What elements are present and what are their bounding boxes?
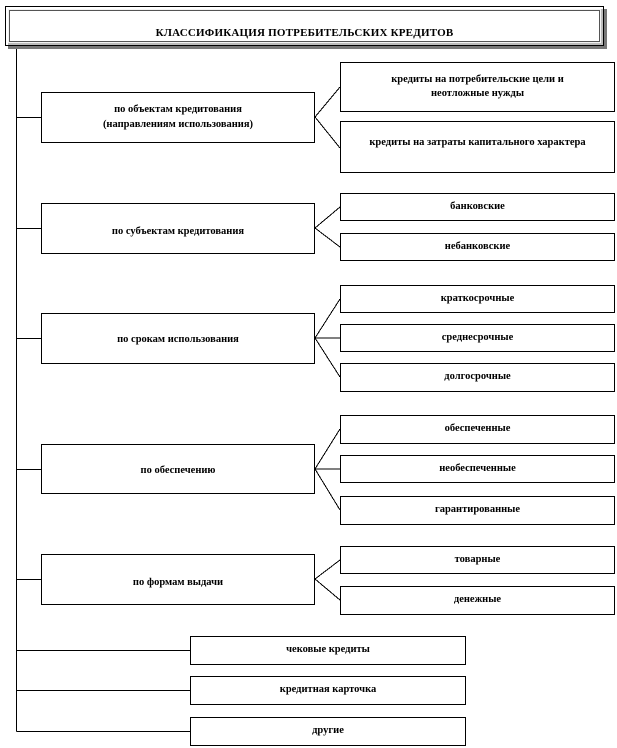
item-cash xyxy=(340,586,615,615)
item-label: кредиты на затраты капитального характера xyxy=(369,136,586,148)
item-label: банковские xyxy=(450,200,505,212)
item-label: небанковские xyxy=(444,240,511,252)
item-label: необеспеченные xyxy=(439,462,516,474)
item-unsecured xyxy=(340,455,615,483)
item-medium-term xyxy=(340,324,615,352)
item-label: обеспеченные xyxy=(444,423,511,435)
item-guaranteed xyxy=(340,496,615,525)
item-label: краткосрочные xyxy=(440,292,515,304)
fan-line xyxy=(315,469,340,510)
item-goods xyxy=(340,546,615,574)
category-label: по субъектам кредитования xyxy=(111,226,245,238)
diagram-title-inner xyxy=(9,10,600,42)
category-label: по обеспечению xyxy=(140,464,216,476)
other-credit-card xyxy=(190,676,466,705)
category-by-terms xyxy=(41,313,315,364)
fan-line xyxy=(315,299,340,338)
item-label-line: кредиты на потребительские цели и xyxy=(391,73,564,85)
category-label-line: (направлениям использования) xyxy=(102,118,254,130)
item-label: другие xyxy=(312,725,344,737)
item-short-term xyxy=(340,285,615,313)
category-label-line: по объектам кредитования xyxy=(114,104,242,116)
fan-line xyxy=(315,207,340,228)
fan-line xyxy=(315,429,340,469)
fan-line xyxy=(315,117,340,148)
other-cheque-credits xyxy=(190,636,466,665)
item-bank xyxy=(340,193,615,221)
item-label: товарные xyxy=(454,553,501,565)
item-consumer-purposes xyxy=(340,62,615,112)
category-label: по срокам использования xyxy=(117,334,239,346)
item-label: денежные xyxy=(453,594,502,606)
category-by-objects xyxy=(41,92,315,143)
category-by-form xyxy=(41,554,315,605)
item-label-line: неотложные нужды xyxy=(430,88,525,99)
item-capital-costs xyxy=(340,121,615,173)
item-label: долгосрочные xyxy=(444,371,511,383)
item-label: чековые кредиты xyxy=(286,644,370,656)
fan-line xyxy=(315,338,340,377)
item-long-term xyxy=(340,363,615,392)
category-label: по формам выдачи xyxy=(132,577,224,589)
category-by-subjects xyxy=(41,203,315,254)
category-by-security xyxy=(41,444,315,494)
fan-line xyxy=(315,87,340,117)
item-label: среднесрочные xyxy=(441,331,514,343)
item-label: гарантированные xyxy=(434,504,521,516)
item-non-bank xyxy=(340,233,615,261)
item-secured xyxy=(340,415,615,444)
other-misc xyxy=(190,717,466,746)
fan-line xyxy=(315,560,340,579)
fan-line xyxy=(315,228,340,247)
diagram-title-text: КЛАССИФИКАЦИЯ ПОТРЕБИТЕЛЬСКИХ КРЕДИТОВ xyxy=(155,26,454,39)
diagram-title xyxy=(5,6,604,46)
item-label: кредитная карточка xyxy=(279,684,377,696)
fan-line xyxy=(315,579,340,600)
